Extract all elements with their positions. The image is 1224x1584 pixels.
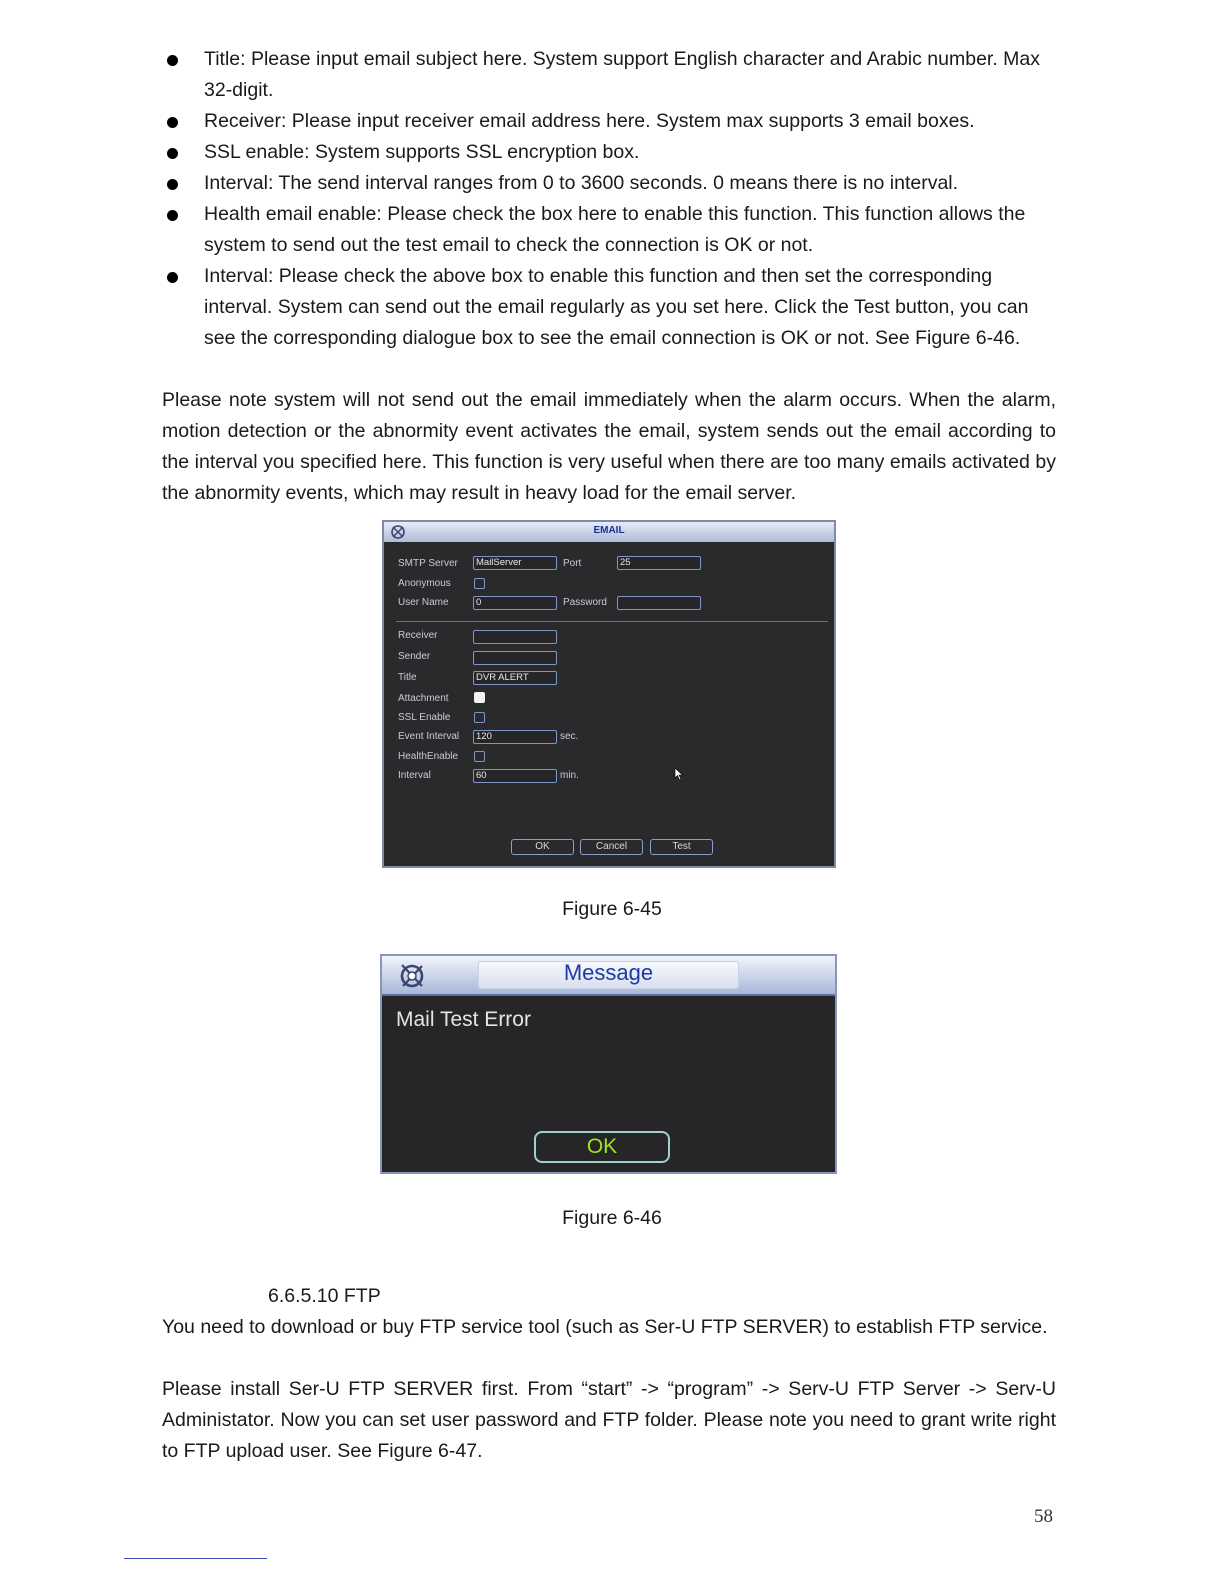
smtp-server-field[interactable]: MailServer <box>473 556 557 570</box>
receiver-field[interactable] <box>473 630 557 644</box>
message-dialog-titlebar <box>382 956 835 996</box>
health-enable-label: HealthEnable <box>398 751 459 762</box>
ftp-paragraph: Please install Ser-U FTP SERVER first. From “start” -> “program” -> Serv-U FTP Server -> Serv-U Administator. Now you can set user password and FTP folder. Please note you need to grant write right to FTP upload user. See Figure 6-47. <box>162 1378 1056 1462</box>
list-item: Health email enable: Please check the box here to enable this function. This function allows the system to send out the test email to check the connection is OK or not. <box>162 199 1062 261</box>
sender-field[interactable] <box>473 651 557 665</box>
user-name-field[interactable]: 0 <box>473 596 557 610</box>
attachment-label: Attachment <box>398 693 449 704</box>
interval-field[interactable]: 60 <box>473 769 557 783</box>
list-item: Title: Please input email subject here. System support English character and Arabic number. Max 32-digit. <box>162 44 1062 106</box>
health-enable-checkbox[interactable] <box>474 751 485 762</box>
event-interval-label: Event Interval <box>398 731 460 742</box>
figure-caption: Figure 6-46 <box>562 1207 662 1229</box>
bullet-icon <box>167 272 178 283</box>
port-field[interactable]: 25 <box>617 556 701 570</box>
message-dialog-title: Message <box>563 960 654 985</box>
email-dialog <box>382 520 836 868</box>
title-field[interactable]: DVR ALERT <box>473 671 557 685</box>
ssl-enable-label: SSL Enable <box>398 712 451 723</box>
smtp-server-label: SMTP Server <box>398 558 458 569</box>
footnote-rule <box>124 1558 267 1559</box>
anonymous-label: Anonymous <box>398 578 451 589</box>
message-ok-button[interactable]: OK <box>534 1131 670 1163</box>
interval-label: Interval <box>398 770 431 781</box>
list-item: Receiver: Please input receiver email address here. System max supports 3 email boxes. <box>162 106 1062 137</box>
user-name-label: User Name <box>398 597 449 608</box>
port-label: Port <box>563 558 582 569</box>
list-item: SSL enable: System supports SSL encryption box. <box>162 137 1062 168</box>
bullet-icon <box>167 55 178 66</box>
ok-button[interactable]: OK <box>511 839 574 855</box>
bullet-icon <box>167 179 178 190</box>
event-interval-unit: sec. <box>560 731 579 742</box>
cancel-button[interactable]: Cancel <box>580 839 643 855</box>
list-item: Interval: Please check the above box to enable this function and then set the corresponding interval. System can send out the email regularly as you set here. Click the Test button, you can see the corresponding dialogue box to see the email connection is OK or not. See Figure 6-46. <box>162 261 1062 354</box>
receiver-label: Receiver <box>398 630 438 641</box>
message-dialog <box>380 954 837 1174</box>
ftp-paragraph: You need to download or buy FTP service tool (such as Ser-U FTP SERVER) to establish FTP service. <box>162 1316 1048 1338</box>
list-item: Interval: The send interval ranges from 0 to 3600 seconds. 0 means there is no interval. <box>162 168 1062 199</box>
figure-caption: Figure 6-45 <box>562 898 662 920</box>
event-interval-field[interactable]: 120 <box>473 730 557 744</box>
bullet-icon <box>167 148 178 159</box>
password-field[interactable] <box>617 596 701 610</box>
test-button[interactable]: Test <box>650 839 713 855</box>
bullet-icon <box>167 210 178 221</box>
field-description-list <box>162 44 1062 354</box>
mouse-cursor-icon <box>674 767 684 781</box>
bullet-icon <box>167 117 178 128</box>
sender-label: Sender <box>398 651 431 662</box>
section-divider <box>396 621 828 622</box>
ssl-enable-checkbox[interactable] <box>474 712 485 723</box>
note-paragraph: Please note system will not send out the email immediately when the alarm occurs. When the alarm, motion detection or the abnormity event activates the email, system sends out the email according to the interval you specified here. This function is very useful when there are too many emails activated by the abnormity events, which may result in heavy load for the email server. <box>162 389 1056 504</box>
page-number: 58 <box>1034 1506 1053 1527</box>
email-dialog-title: EMAIL <box>593 525 625 536</box>
password-label: Password <box>563 597 607 608</box>
section-heading: 6.6.5.10 FTP <box>268 1285 381 1307</box>
interval-unit: min. <box>560 770 579 781</box>
anonymous-checkbox[interactable] <box>474 578 485 589</box>
title-label: Title <box>398 672 417 683</box>
attachment-checkbox[interactable] <box>474 692 485 703</box>
message-text: Mail Test Error <box>396 1008 531 1031</box>
email-dialog-titlebar <box>384 522 834 542</box>
